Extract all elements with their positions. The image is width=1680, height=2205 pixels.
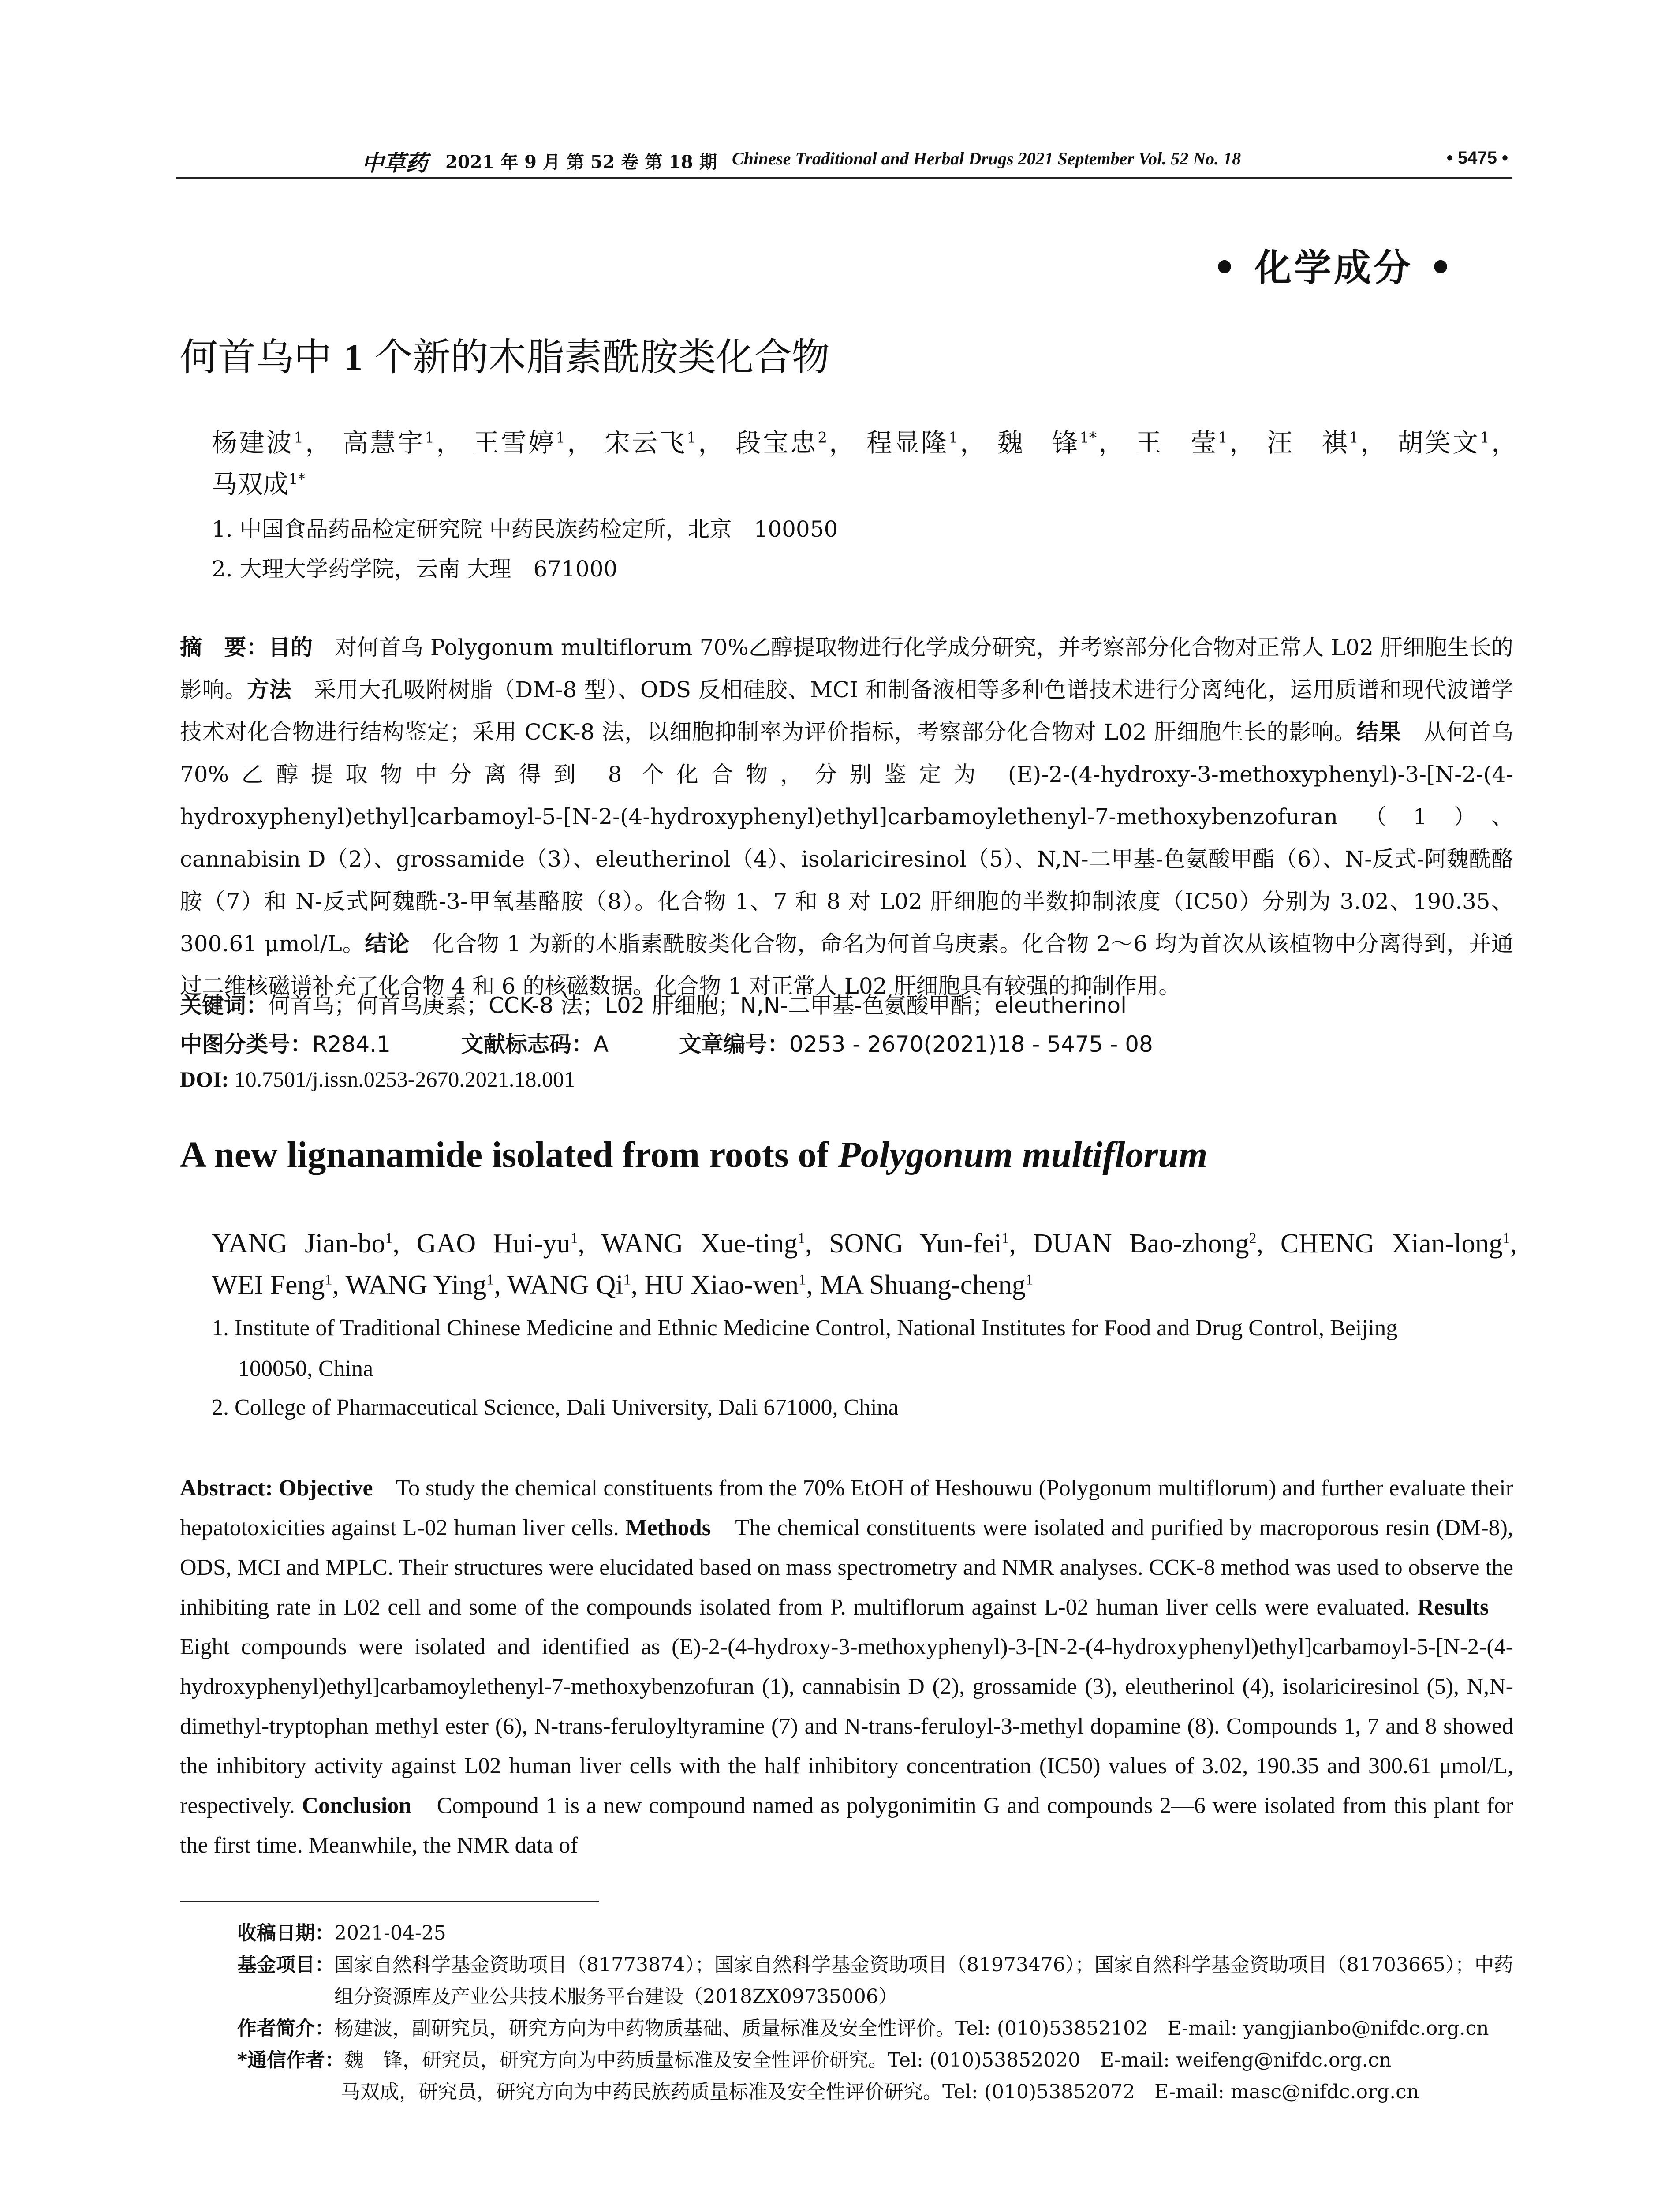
author-cn: 魏 锋$^{1*}$ [997, 428, 1097, 458]
author-en: WANG Qi$^1$ [507, 1270, 631, 1300]
footnotes [180, 1917, 1516, 2108]
footnote-author-bio: 作者简介： 杨建波，副研究员，研究方向为中药物质基础、质量标准及安全性评价。Tel: (010)53852102 E-mail: yangjianbo@nifdc.org.cn [237, 2017, 1489, 2040]
author-cn: 高慧宇$^1$ [342, 428, 435, 458]
conclusion-text-en: Compound 1 is a new compound named as polygonimitin G and compounds 2—6 were isolated from this plant for the first time. Meanwhile, the NMR data of [180, 1793, 1513, 1858]
methods-label-cn: 方法 [247, 677, 292, 703]
results-text-en: Eight compounds were isolated and identified as (E)-2-(4-hydroxy-3-methoxyphenyl)-3-[N-2-(4-hydroxyphenyl)ethyl]carbamoyl-5-[N-2-(4-hydroxyphenyl)ethyl]carbamoylethenyl-7-methoxybenzofuran (1), cannabisin D (2), grossamide (3), eleutherinol (4), isolariciresinol (5), N,N-dimethyl-tryptophan methyl ester (6), N-trans-feruloyltyramine (7) and N-trans-feruloyl-3-methyl dopamine (8). Compounds 1, 7 and 8 showed the inhibitory activity against L02 human liver cells with the half inhibitory concentration (IC50) values of 3.02, 190.35 and 300.61 μmol/L, respectively. [180, 1595, 1513, 1818]
conclusion-label-en: Conclusion [302, 1793, 412, 1818]
author-cn: 宋云飞$^1$ [604, 428, 697, 458]
affiliation-en-line2: 100050, China [238, 1356, 373, 1381]
journal-logo: 中草药 [362, 150, 428, 176]
affiliation-en-line1: 1. Institute of Traditional Chinese Medicine and Ethnic Medicine Control, National Institutes for Food and Drug Control, Beijing [212, 1316, 1398, 1341]
author-en: WANG Ying$^1$ [345, 1270, 494, 1300]
classification-line [180, 1027, 1153, 1058]
doi-line [180, 1066, 575, 1092]
doi-link[interactable]: 10.7501/j.issn.0253-2670.2021.18.001 [229, 1067, 575, 1091]
title-en-species: Polygonum multiflorum [838, 1134, 1208, 1175]
objective-text-cn: 对何首乌 Polygonum multiflorum 70%乙醇提取物进行化学成分研究，并考察部分化合物对正常人 L02 肝细胞生长的影响。 [180, 635, 1514, 703]
affiliation-en: 2. College of Pharmaceutical Science, Dali University, Dali 671000, China [212, 1395, 899, 1420]
author-en: SONG Yun-fei$^1$ [829, 1229, 1009, 1259]
conclusion-label-cn: 结论 [365, 931, 410, 957]
header-issue-en: Chinese Traditional and Herbal Drugs 2021 September Vol. 52 No. 18 [732, 149, 1241, 168]
article-title-cn [180, 326, 830, 381]
title-cn-part1: 何首乌中 [180, 335, 344, 379]
objective-text-en: To study the chemical constituents from the 70% EtOH of Heshouwu (Polygonum multiflorum) and further evaluate their hepatotoxicities against L-02 human liver cells. [180, 1476, 1513, 1540]
affiliation-cn: 1. 中国食品药品检定研究院 中药民族药检定所，北京 100050 [212, 516, 838, 542]
article-number-value: 0253 - 2670(2021)18 - 5475 - 08 [789, 1031, 1153, 1057]
clc-label: 中图分类号： [180, 1031, 312, 1057]
author-cn: 王 莹$^1$ [1135, 428, 1228, 458]
header-issue-cn: 2021 年 9 月 第 52 卷 第 18 期 [445, 152, 717, 172]
methods-text-cn: 采用大孔吸附树脂（DM-8 型）、ODS 反相硅胶、MCI 和制备液相等多种色谱技术进行分离纯化，运用质谱和现代波谱学技术对化合物进行结构鉴定；采用 CCK-8 法，以细胞抑制率为评价指标，考察部分化合物对 L02 肝细胞生长的影响。 [180, 677, 1514, 745]
clc-value: R284.1 [312, 1031, 391, 1057]
footnote-received: 收稿日期： 2021-04-25 [237, 1922, 446, 1944]
author-en: GAO Hui-$yu^1$ [416, 1229, 578, 1259]
author-en: WEI Feng$^1$ [212, 1270, 332, 1300]
author-en: HU Xiao-wen$^1$ [644, 1270, 806, 1300]
author-en: WANG Xue-ting$^1$ [601, 1229, 805, 1259]
article-title-en [180, 1133, 1207, 1176]
abstract-cn-label: 摘 要： [180, 635, 269, 660]
author-list-cn: 杨建波$^1$， 高慧宇$^1$， 王雪婷$^1$， 宋云飞$^1$， 段宝忠$^2$， 程显隆$^1$， 魏 锋$^{1*}$， 王 莹$^1$， 汪 祺$^1$， 胡笑文$^1$， [212, 428, 1517, 458]
objective-label-cn: 目的 [268, 635, 313, 660]
conclusion-text-cn: 化合物 1 为新的木脂素酰胺类化合物，命名为何首乌庚素。化合物 2～6 均为首次从该植物中分离得到，并通过二维核磁谱补充了化合物 4 和 6 的核磁数据。化合物 1 对正常人 L02 肝细胞具有较强的抑制作用。 [180, 931, 1513, 999]
footnote-corresponding: *通信作者： 魏 锋，研究员，研究方向为中药质量标准及安全性评价研究。Tel: (010)53852020 E-mail: weifeng@nifdc.org.cn [237, 2049, 1392, 2071]
methods-text-en: The chemical constituents were isolated and purified by macroporous resin (DM-8), ODS, MCI and MPLC. Their structures were elucidated based on mass spectrometry and NMR analyses. CCK-8 method was used to observe the inhibiting rate in L02 cell and some of the compounds isolated from P. multiflorum against L-02 human liver cells were evaluated. [180, 1515, 1513, 1620]
article-number-label: 文章编号： [679, 1031, 790, 1057]
author-cn: 程显隆$^1$ [866, 428, 959, 458]
title-cn-number: 1 [343, 336, 363, 378]
results-label-en: Results [1417, 1595, 1489, 1620]
results-label-cn: 结果 [1356, 719, 1402, 745]
methods-label-en: Methods [625, 1515, 711, 1540]
keywords-label: 关键词： [180, 993, 268, 1018]
affiliation-en [212, 1308, 1517, 1389]
keywords-text: 何首乌；何首乌庚素；CCK-8 法；L02 肝细胞；N,N-二甲基-色氨酸甲酯；eleutherinol [268, 993, 1127, 1018]
results-text-cn: 从何首乌 70%乙醇提取物中分离得到 8 个化合物，分别鉴定为 (E)-2-(4-hydroxy-3-methoxyphenyl)-3-[N-2-(4-hydroxyphenyl)ethyl]carbamoyl-5-[N-2-(4-hydroxyphenyl)ethyl]carbamoylethenyl-7-methoxybenzofuran（1）、cannabisin D（2）、grossamide（3）、eleutherinol（4）、isolariciresinol（5）、N,N-二甲基-色氨酸甲酯（6）、N-反式-阿魏酰酪胺（7）和 N-反式阿魏酰-3-甲氧基酪胺（8）。化合物 1、7 和 8 对 L02 肝细胞的半数抑制浓度（IC50）分别为 3.02、190.35、300.61 μmol/L。 [180, 719, 1513, 957]
author-cn: 汪 祺$^1$ [1266, 428, 1359, 458]
author-list-cn-cont [212, 464, 306, 505]
abstract-cn [180, 626, 1513, 1007]
author-cn: 胡笑文$^1$ [1397, 428, 1490, 458]
abstract-en-label: Abstract: Objective [180, 1476, 373, 1501]
affiliation-cn: 2. 大理大学药学院，云南 大理 671000 [212, 556, 618, 582]
author-list-en-cont: WEI Feng$^1$, WANG Ying$^1$, WANG Qi$^1$, HU Xiao-wen$^1$, MA Shuang-cheng$^1$ [212, 1270, 1033, 1300]
footnote-fund: 基金项目： 国家自然科学基金资助项目（81773874）；国家自然科学基金资助项目（81973476）；国家自然科学基金资助项目（81703665）；中药组分资源库及产业公共技术服务平台建设（2018ZX09735006） [237, 1954, 1513, 2008]
author-en: MA Shuang-cheng$^1$ [820, 1270, 1033, 1300]
page-number: • 5475 • [1446, 148, 1508, 168]
footnote-rule [180, 1901, 599, 1902]
author-list-en: YANG Jian-$bo^1$, GAO Hui-$yu^1$, WANG Xue-ting$^1$, SONG Yun-fei$^1$, DUAN Bao-zhong$^2$, CHENG Xian-long$^1$, [212, 1229, 1517, 1259]
author-en: CHENG Xian-long$^1$ [1280, 1229, 1510, 1259]
author-cn: 段宝忠$^2$ [735, 428, 828, 458]
running-header [176, 146, 1512, 176]
doc-code-value: A [593, 1031, 609, 1057]
footnote-corresponding-2: 马双成，研究员，研究方向为中药民族药质量标准及安全性评价研究。Tel: (010)53852072 E-mail: masc@nifdc.org.cn [341, 2081, 1419, 2103]
author-cn: 杨建波$^1$ [212, 428, 304, 458]
abstract-en [180, 1469, 1513, 1865]
title-cn-part2: 个新的木脂素酰胺类化合物 [362, 335, 830, 379]
author-en: YANG Jian-$bo^1$ [212, 1229, 393, 1259]
author-cn: 王雪婷$^1$ [473, 428, 566, 458]
section-label: • 化学成分 • [1213, 246, 1455, 289]
doc-code-label: 文献标志码： [461, 1031, 594, 1057]
author-cn: 马双成$^{1*}$ [212, 469, 306, 499]
header-rule [176, 177, 1512, 179]
keywords [180, 988, 1127, 1020]
title-en-part1: A new lignanamide isolated from roots of [180, 1134, 838, 1175]
author-en: DUAN Bao-zhong$^2$ [1033, 1229, 1257, 1259]
doi-label: DOI: [180, 1067, 229, 1091]
